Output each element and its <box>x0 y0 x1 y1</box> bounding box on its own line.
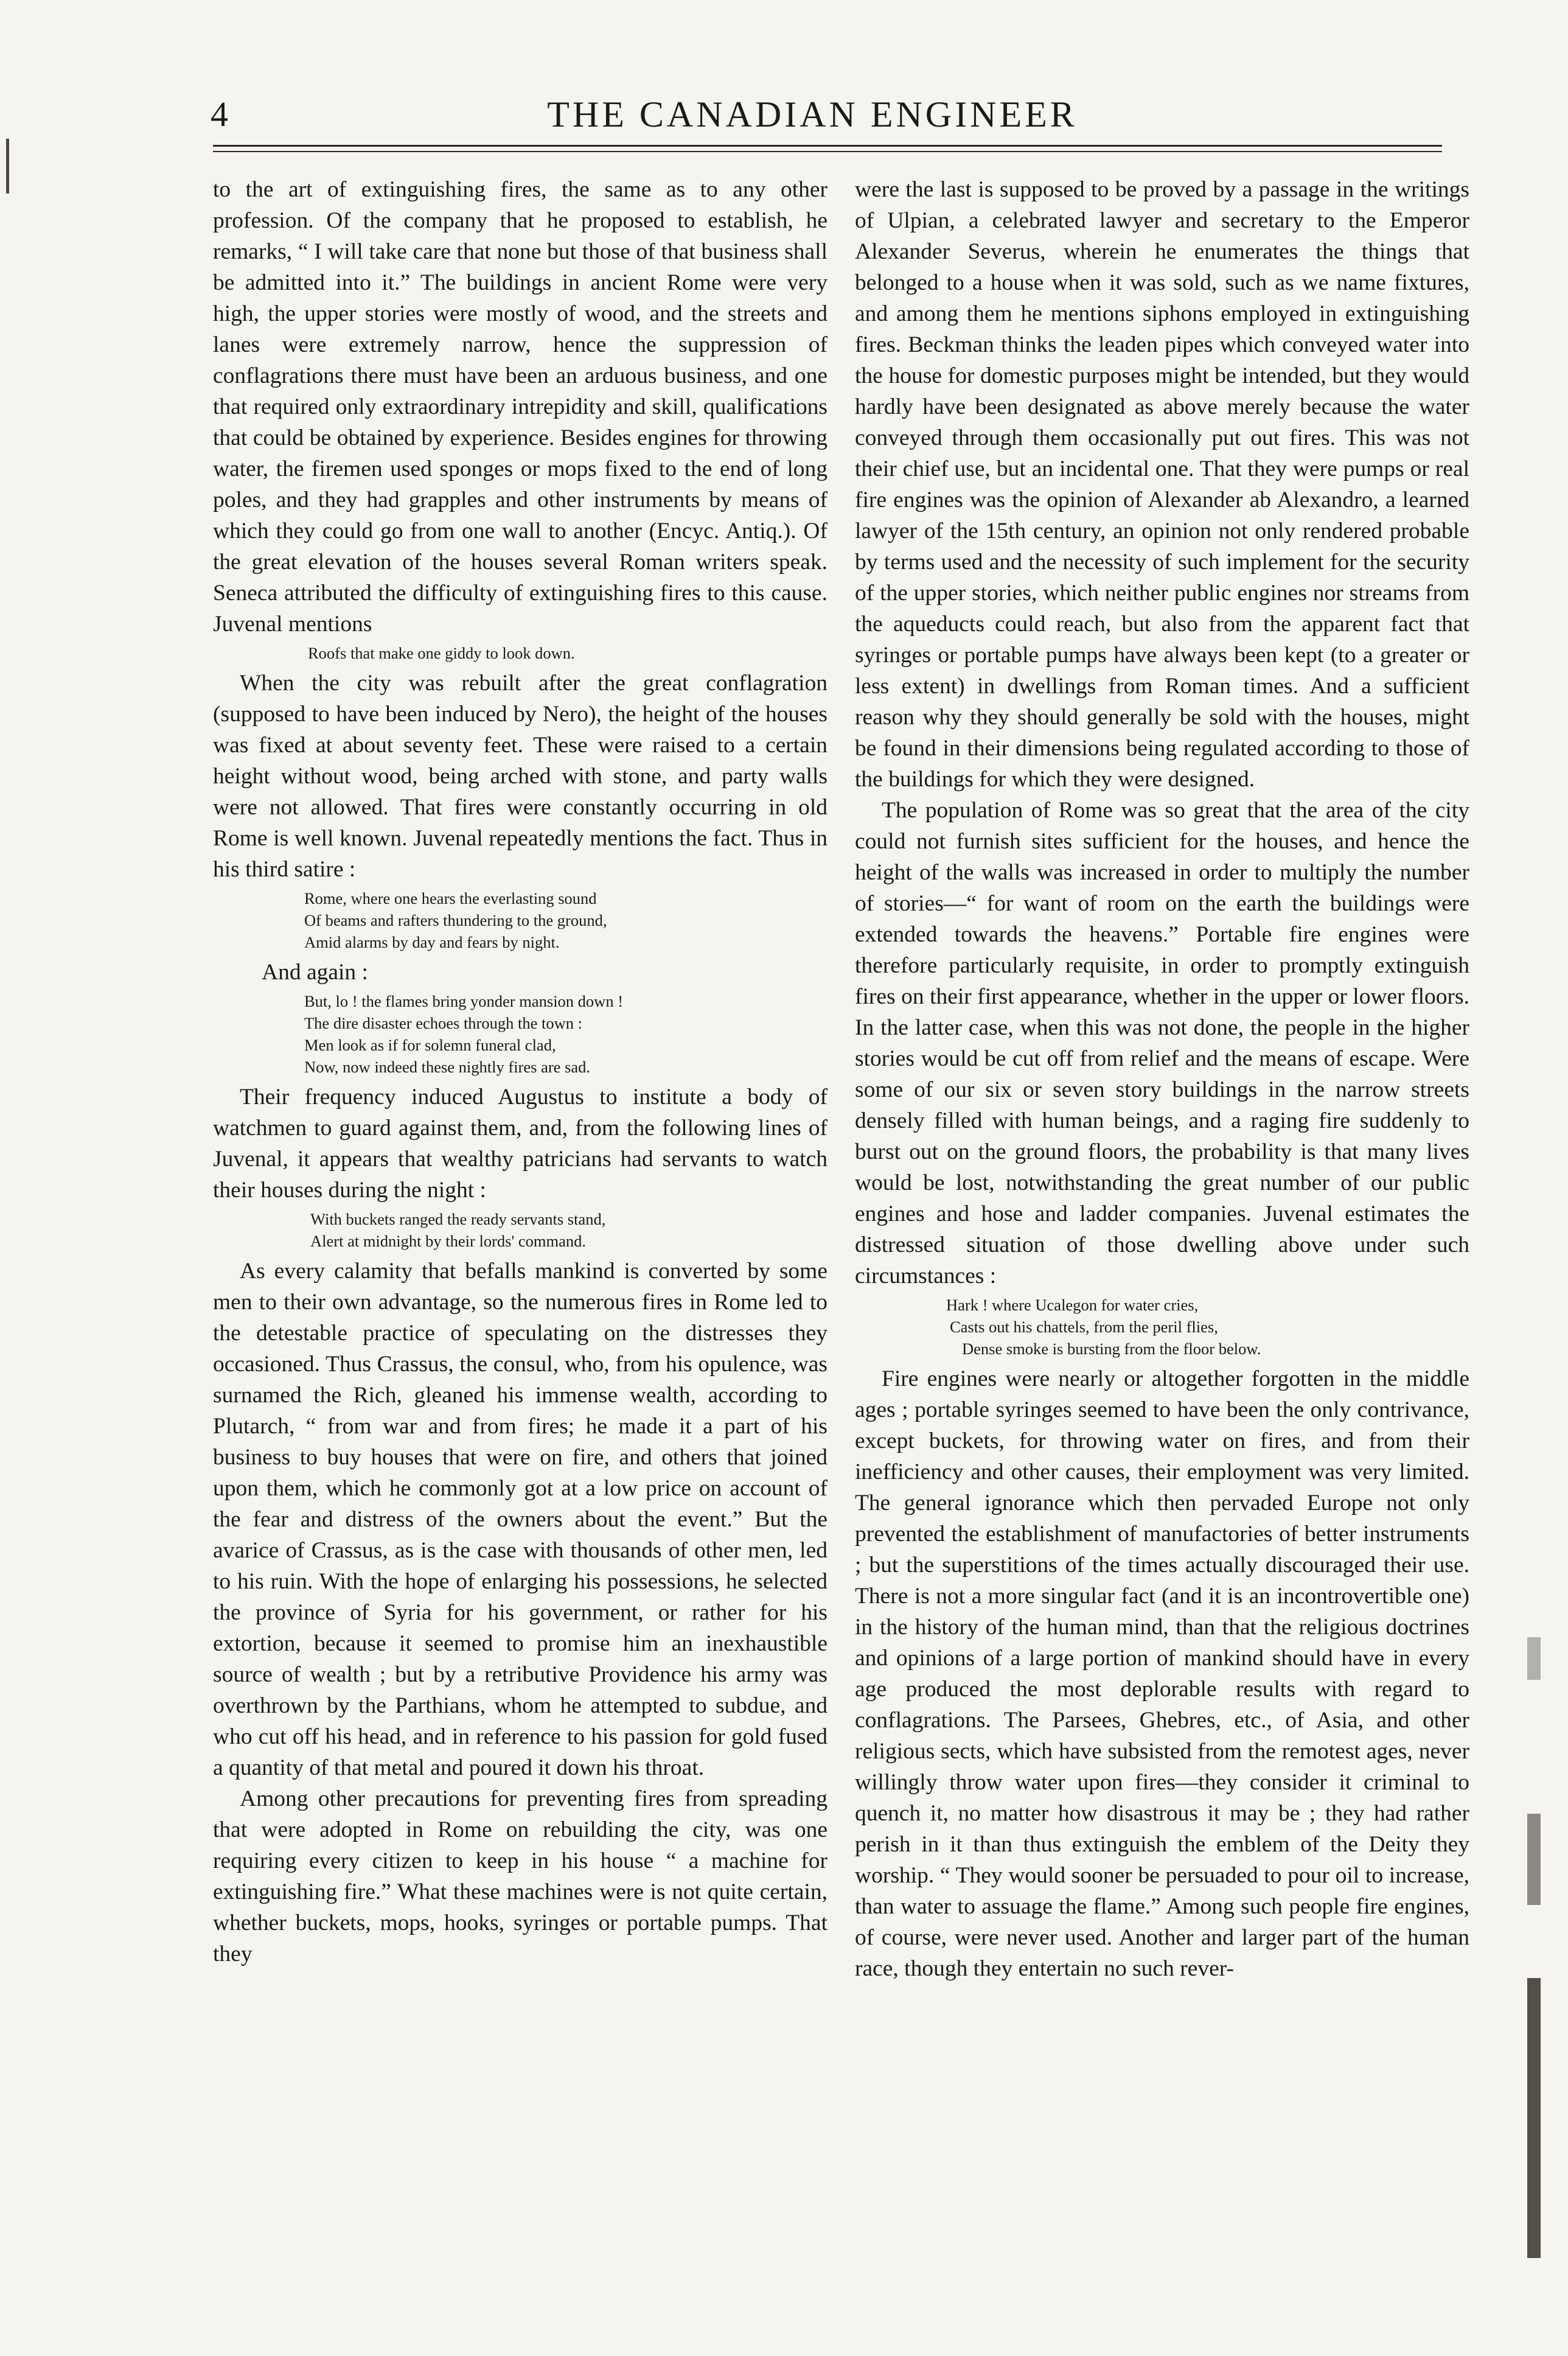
verse-line: Rome, where one hears the everlasting sound <box>304 889 597 907</box>
paragraph: When the city was rebuilt after the great conflagration (supposed to have been induced by Nero), the height of the houses was fixed at about seventy feet. These were raised to a certain height without wood, being arched with stone, and party walls were not allowed. That fires were constantly occurring in old Rome is well known. Juvenal repeatedly mentions the fact. Thus in his third satire : <box>213 671 828 882</box>
scan-edge-mark <box>1527 1814 1541 1905</box>
verse-quote <box>213 1208 828 1252</box>
verse-quote <box>213 642 828 664</box>
paragraph: to the art of extinguishing fires, the same as to any other profession. Of the company that he proposed to establish, he remarks, “ I will take care that none but those of that business shall be admitted into it.” The buildings in ancient Rome were very high, the upper stories were mostly of wood, and the streets and lanes were extremely narrow, hence the suppression of conflagrations there must have been an arduous business, and one that required only extraordinary intrepidity and skill, qualifications that could be obtained by experience. Besides engines for throwing water, the firemen used sponges or mops fixed to the end of long poles, and they had grapples and other instruments by means of which they could go from one wall to another (Encyc. Antiq.). Of the great elevation of the houses several Roman writers speak. Seneca attributed the difficulty of extinguishing fires to this cause. Juvenal mentions <box>213 177 828 637</box>
page-number: 4 <box>211 94 228 134</box>
scan-edge-mark <box>6 139 9 194</box>
header-rule-double <box>213 151 1442 152</box>
verse-quote <box>213 887 828 953</box>
verse-line: Alert at midnight by their lords' command. <box>310 1232 586 1250</box>
verse-line: Hark ! where Ucalegon for water cries, <box>946 1296 1199 1314</box>
verse-quote <box>213 990 828 1078</box>
running-title: THE CANADIAN ENGINEER <box>547 94 1078 135</box>
paragraph: As every calamity that befalls mankind is converted by some men to their own advantage, so the numerous fires in Rome led to the detestable practice of speculating on the distresses they occasioned. Thus Crassus, the consul, who, from his opulence, was surnamed the Rich, gleaned his immense wealth, according to Plutarch, “ from war and from fires; he made it a part of his business to buy houses that were on fire, and others that joined upon them, which he commonly got at a low price on account of the fear and distress of the owners about the event.” But the avarice of Crassus, as is the case with thousands of other men, led to his ruin. With the hope of enlarging his possessions, he selected the province of Syria for his government, or rather for his extortion, because it seemed to promise him an inexhaustible source of wealth ; but by a retributive Providence his army was overthrown by the Parthians, whom he attempted to subdue, and who cut off his head, and in reference to his passion for gold fused a quantity of that metal and poured it down his throat. <box>213 1259 828 1780</box>
verse-line: The dire disaster echoes through the town : <box>304 1014 582 1032</box>
verse-line: Of beams and rafters thundering to the ground, <box>304 911 607 929</box>
paragraph: Among other precautions for preventing fires from spreading that were adopted in Rome on rebuilding the city, was one requiring every citizen to keep in his house “ a machine for extinguishing fire.” What these machines were is not quite certain, whether buckets, mops, hooks, syringes or portable pumps. That they <box>213 1786 828 1966</box>
verse-line: Dense smoke is bursting from the floor below. <box>962 1340 1261 1358</box>
verse-line: Men look as if for solemn funeral clad, <box>304 1036 556 1054</box>
right-column <box>855 174 1469 1984</box>
paragraph: The population of Rome was so great that the area of the city could not furnish sites sufficient for the houses, and hence the height of the walls was increased in order to multiply the number of stories—“ for want of room on the earth the buildings were extended towards the heavens.” Portable fire engines were therefore particularly requisite, in order to promptly extinguish fires on their first appearance, whether in the upper or lower floors. In the latter case, when this was not done, the people in the higher stories would be cut off from relief and the means of escape. Were some of our six or seven story buildings in the narrow streets densely filled with human beings, and a raging fire suddenly to burst out on the ground floors, the probability is that many lives would be lost, notwithstanding the great number of our public engines and hose and ladder companies. Juvenal estimates the distressed situation of those dwelling above under such circumstances : <box>855 798 1469 1288</box>
verse-line: Now, now indeed these nightly fires are sad. <box>304 1058 590 1076</box>
paragraph: Fire engines were nearly or altogether forgotten in the middle ages ; portable syringes seemed to have been the only contrivance, except buckets, for throwing water on fires, and from their inefficiency and other causes, their employment was very limited. The general ignorance which then pervaded Europe not only prevented the establishment of manufactories of better instruments ; but the superstitions of the times actually discouraged their use. There is not a more singular fact (and it is an incontrovertible one) in the history of the human mind, than that the religious doctrines and opinions of a large portion of mankind should have in every age produced the most deplorable results with regard to conflagrations. The Parsees, Ghebres, etc., of Asia, and other religious sects, which have subsisted from the remotest ages, never willingly throw water upon fires—they consider it criminal to quench it, no matter how disastrous it may be ; they had rather perish in it than thus extinguish the emblem of the Deity they worship. “ They would sooner be persuaded to pour oil to increase, than water to assuage the flame.” Among such people fire engines, of course, were never used. Another and larger part of the human race, though they entertain no such rever- <box>855 1366 1469 1981</box>
verse-line: Amid alarms by day and fears by night. <box>304 933 560 951</box>
paragraph: were the last is supposed to be proved by a passage in the writings of Ulpian, a celebrated lawyer and secretary to the Emperor Alexander Severus, wherein he enumerates the things that belonged to a house when it was sold, such as we name fixtures, and among them he mentions siphons employed in extinguishing fires. Beckman thinks the leaden pipes which conveyed water into the house for domestic purposes might be intended, but they would hardly have been designated as above merely because the water conveyed through them occasionally put out fires. This was not their chief use, but an incidental one. That they were pumps or real fire engines was the opinion of Alexander ab Alexandro, a learned lawyer of the 15th century, an opinion not only rendered probable by terms used and the necessity of such implement for the security of the upper stories, which neither public engines nor streams from the aqueducts could reach, but also from the apparent fact that syringes or portable pumps have always been kept (to a greater or less extent) in dwellings from Roman times. And a sufficient reason why they should generally be sold with the houses, might be found in their dimensions being regulated according to those of the buildings for which they were designed. <box>855 177 1469 792</box>
verse-line: With buckets ranged the ready servants stand, <box>310 1210 606 1228</box>
left-column <box>213 174 828 1970</box>
scan-edge-mark <box>1527 1637 1541 1680</box>
verse-quote <box>855 1294 1469 1360</box>
paragraph: Their frequency induced Augustus to institute a body of watchmen to guard against them, and, from the following lines of Juvenal, it appears that wealthy patricians had servants to watch their houses during the night : <box>213 1085 828 1203</box>
verse-line: But, lo ! the flames bring yonder mansion down ! <box>304 992 624 1010</box>
scan-edge-mark <box>1527 1978 1541 2258</box>
verse-line: Roofs that make one giddy to look down. <box>308 644 575 662</box>
paragraph: And again : <box>262 960 368 985</box>
verse-line: Casts out his chattels, from the peril flies, <box>950 1318 1218 1336</box>
header-rule <box>213 145 1442 147</box>
page-header <box>176 91 1448 146</box>
